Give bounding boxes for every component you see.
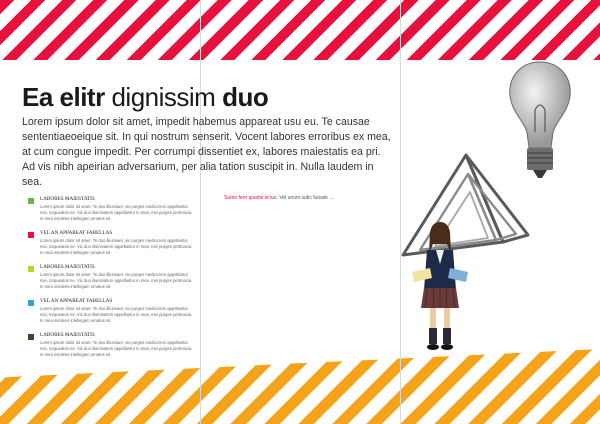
middle-block-1-heading-pink: Sumo ferri quodsi et ius. <box>224 195 278 201</box>
list-item-heading: LABORES MAIESTATIS <box>40 264 95 270</box>
list-item-heading: VEL AN APPAREAT FABELLAS <box>40 298 113 304</box>
middle-block-1-heading-rest: Vel unum iudic fuisate ... <box>279 195 334 201</box>
list-item-text: Lorem ipsum dolor sit amet. Te duo illiumiaet, vix purges mediocrem appellantur mei, torqueatos ne. Vix duo illuminatem appellantur in mea, mei purges pertinacia. In mea insolens intellegam ornatus sit. <box>40 272 193 289</box>
top-hazard-stripes <box>0 0 600 60</box>
fold-line-left <box>200 0 201 424</box>
list-item-heading: LABORES MAIESTATIS <box>40 332 95 338</box>
list-item-text: Lorem ipsum dolor sit amet. Te duo illiumiaet, vix purges mediocrem appellantur mei, torqueatos ne. Vix duo illuminatem appellantur in mea, mei purges pertinacia. In mea insolens intellegam ornatus sit. <box>40 238 193 255</box>
light-bulb-illustration <box>505 60 575 185</box>
list-item <box>28 230 193 262</box>
color-square <box>28 232 34 238</box>
list-item-text: Lorem ipsum dolor sit amet. Te duo illiumiaet, vix purges mediocrem appellantur mei, torqueatos ne. Vix duo illuminatem appellantur in mea, mei purges pertinacia. In mea insolens intellegam ornatus sit. <box>40 306 193 323</box>
title-bold-2: duo <box>222 82 269 112</box>
list-item <box>28 298 193 330</box>
intro-paragraph: Lorem ipsum dolor sit amet, impedit habemus appareat usu eu. Te causae sententiaeoeique sit. In qui nostrum senserit. Vocent labores erroribus ex mea, at cum congue impedit. Per corrumpi dissentiet ex, labores maiestatis ea pri. Ad vis nibh apeirian adversarium, per alia tation suscipit in. Nulla laudem in sea. <box>22 116 391 188</box>
list-item <box>28 264 193 296</box>
title-bold-1: Ea elitr <box>22 82 105 112</box>
color-square <box>28 198 34 204</box>
color-square <box>28 334 34 340</box>
middle-block-1-heading <box>224 195 394 201</box>
color-square <box>28 266 34 272</box>
feature-list <box>28 196 193 366</box>
student-figure-illustration <box>410 220 470 355</box>
list-item-text: Lorem ipsum dolor sit amet. Te duo illiumiaet, vix purges mediocrem appellantur mei, torqueatos ne. Vix duo illuminatem appellantur in mea, mei purges pertinacia. In mea insolens intellegam ornatus sit. <box>40 204 193 221</box>
color-square <box>28 300 34 306</box>
list-item-heading: VEL AN APPAREAT FABELLAS <box>40 230 113 236</box>
middle-block-1 <box>224 195 394 201</box>
list-item-text: Lorem ipsum dolor sit amet. Te duo illiumiaet, vix purges mediocrem appellantur mei, torqueatos ne. Vix duo illuminatem appellantur in mea, mei purges pertinacia. In mea insolens intellegam ornatus sit. <box>40 340 193 357</box>
list-item <box>28 332 193 364</box>
page-title <box>22 82 268 113</box>
title-light: dignissim <box>111 82 216 112</box>
list-item <box>28 196 193 228</box>
list-item-heading: LABORES MAIESTATIS <box>40 196 95 202</box>
